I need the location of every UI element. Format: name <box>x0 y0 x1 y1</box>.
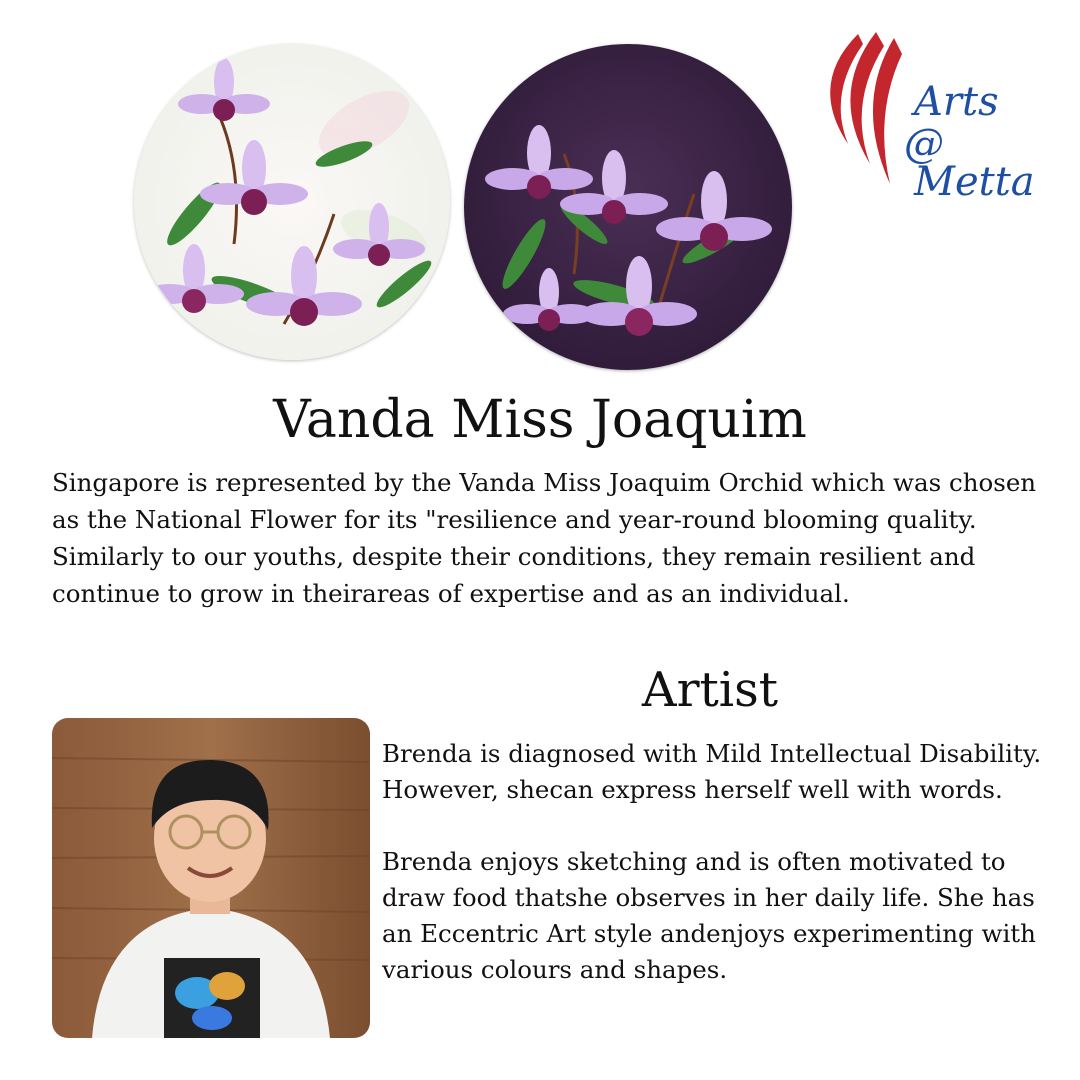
artist-heading: Artist <box>641 662 779 718</box>
page-title: Vanda Miss Joaquim <box>273 390 807 450</box>
orchid-coaster-light <box>134 44 450 360</box>
intro-paragraph: Singapore is represented by the Vanda Miss Joaquim Orchid which was chosen as the National Flower for its "resilience and year-round blooming quality. Similarly to our youths, despite their conditions, they remain resilient and continue to grow in theirareas of expertise and as an individual. <box>52 468 1037 608</box>
artist-portrait-illustration <box>52 718 370 1038</box>
logo-text-metta: Metta <box>914 159 1035 205</box>
artist-bio <box>382 736 1042 988</box>
orchid-coaster-dark <box>464 44 792 370</box>
artist-bio-paragraph-2: Brenda enjoys sketching and is often motivated to draw food thatshe observes in her daily life. She has an Eccentric Art style andenjoys experimenting with various colours and shapes. <box>382 847 1036 984</box>
orchid-illustration-dark <box>464 44 792 370</box>
arts-at-metta-logo <box>818 24 1038 204</box>
logo-text-arts: Arts <box>914 79 999 125</box>
logo-text-at: @ <box>904 121 944 167</box>
artist-photo <box>52 718 370 1038</box>
artist-bio-paragraph-1: Brenda is diagnosed with Mild Intellectual Disability. However, shecan express herself well with words. <box>382 739 1042 804</box>
orchid-illustration-light <box>134 44 450 360</box>
